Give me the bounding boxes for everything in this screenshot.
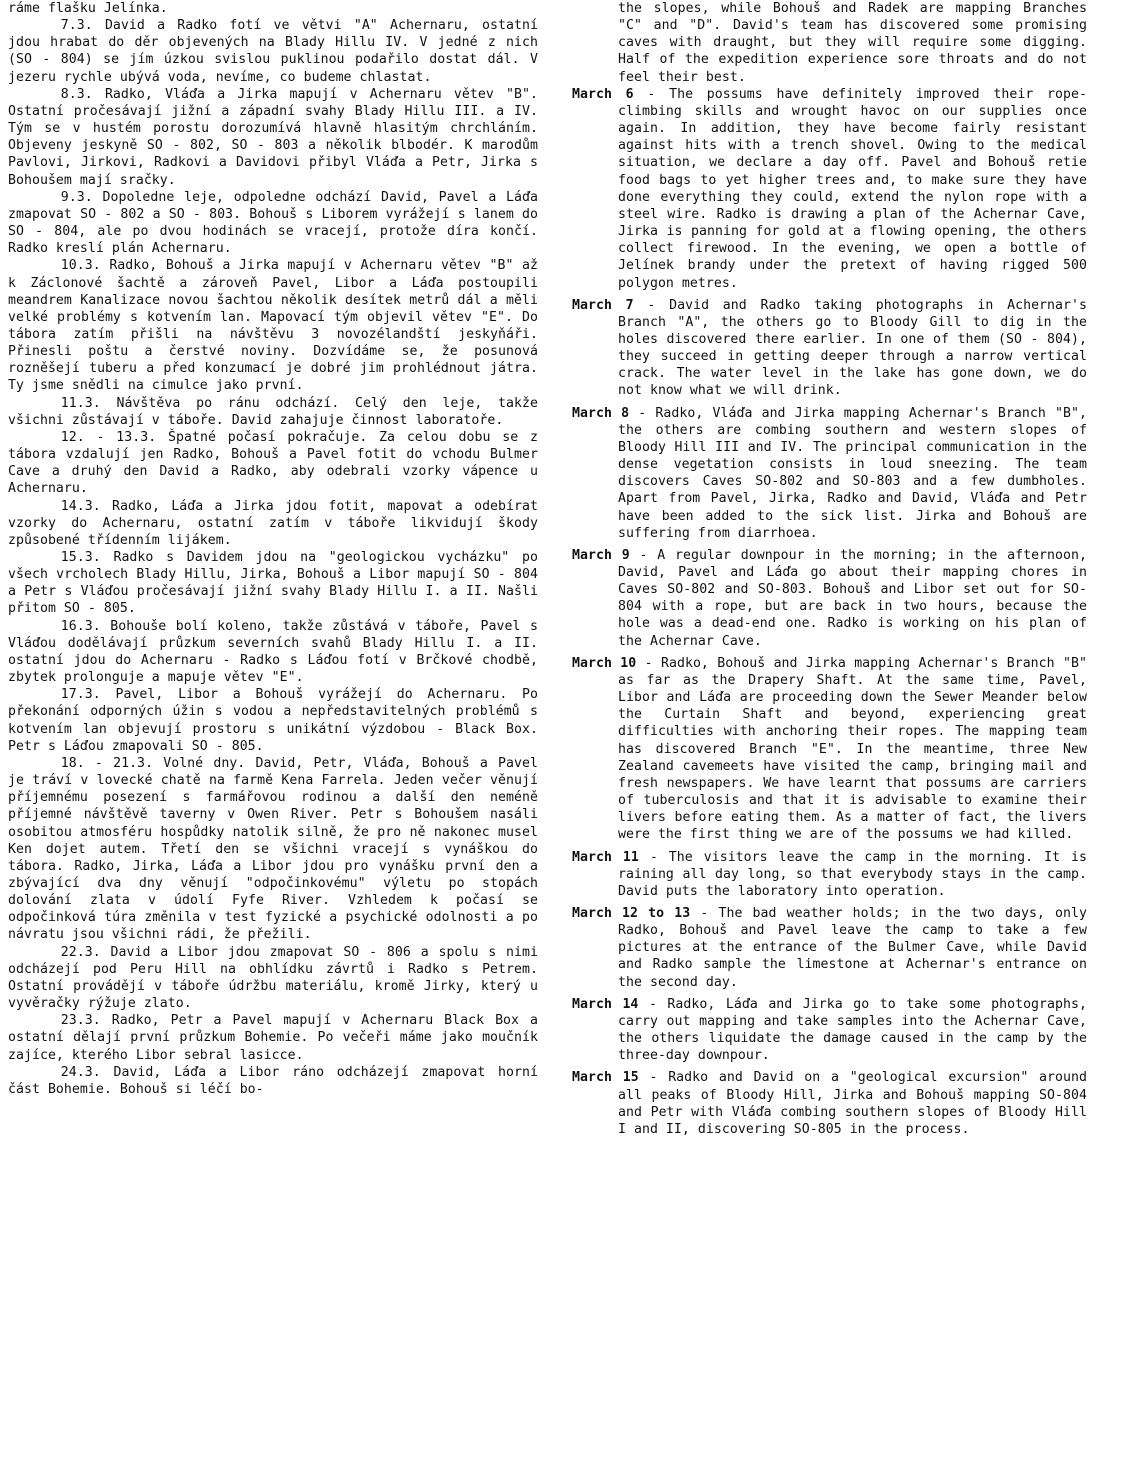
diary-paragraph: 17.3. Pavel, Libor a Bohouš vyrážejí do Achernaru. Po překonání odporných úžin s vodou a nepředstavitelných problémů s kotvením lan objevují prostoru s unikátní výzdobou - Black Box. Petr s Láďou zmapovali SO - 805. <box>8 687 538 754</box>
diary-paragraph: 7.3. David a Radko fotí ve větvi "A" Achernaru, ostatní jdou hrabat do děr objevených na Blady Hillu IV. V jedné z nich (SO - 804) se jím úzkou svislou puklinou podařilo dostat dál. V jezeru rychle ubývá voda, nevíme, co budeme chlastat. <box>8 18 538 85</box>
entry-date: March 12 to 13 <box>572 905 691 921</box>
entry-text: - Radko, Vláďa and Jirka mapping Achernar's Branch "B", the others are combing southern and western slopes of Bloody Hill III and IV. The principal communication in the dense vegetation consists in loud sneezing. The team discovers Caves SO-802 and SO-803 and a few dumbholes. Apart from Pavel, Jirka, Radko and David, Vláďa and Petr have been added to the sick list. Jirka and Bohouš are suffering from diarrhoea. <box>618 405 1087 541</box>
diary-paragraph: 22.3. David a Libor jdou zmapovat SO - 806 a spolu s nimi odcházejí pod Peru Hill na obhlídku závrtů i Radko s Petrem. Ostatní provádějí v táboře údržbu materiálu, kromě Jirky, který u vyvěračky rýžuje zlato. <box>8 944 538 1012</box>
entry-text: - Radko and David on a "geological excursion" around all peaks of Bloody Hill, Jirka and Bohouš mapping SO-804 and Petr with Vláďa combing southern slopes of Bloody Hill I and II, discovering SO-805 in the process. <box>618 1070 1087 1137</box>
entry-date: March 9 <box>572 547 630 563</box>
diary-paragraph: 18. - 21.3. Volné dny. David, Petr, Vláďa, Bohouš a Pavel je tráví v lovecké chatě na farmě Kena Farrela. Jeden večer věnují příjemnému posezení s farmářovou rodinou a další den neméně příjemné návštěvě taverny v Owen River. Petr s Bohoušem nasáli osobitou atmosféru hospůdky natolik silně, že pro ně nakonec musel Ken dojet autem. Třetí den se všichni vracejí s vynáškou do tábora. Radko, Jirka, Láďa a Libor jdou pro vynášku první den a zbývající dva dny věnují "odpočinkovému" výletu po stopách dolování zlata v údolí Fyfe River. Vzhledem k počasí se odpočinková túra změnila v test fyzické a psychické odolnosti a po návratu jsou všichni rádi, že přežili. <box>8 755 538 943</box>
entry-date: March 6 <box>572 86 634 102</box>
entry-text: - The visitors leave the camp in the morning. It is raining all day long, so that everybody stays in the camp. David puts the laboratory into operation. <box>618 849 1088 899</box>
entry-text: - Radko, Láďa and Jirka go to take some photographs, carry out mapping and take samples into the Achernar Cave, the others liquidate the damage caused in the camp by the three-day downpour. <box>618 996 1087 1064</box>
diary-paragraph: 16.3. Bohouše bolí koleno, takže zůstává v táboře, Pavel s Vláďou dodělávají průzkum severních svahů Blady Hillu I. a II. ostatní jdou do Achernaru - Radko s Láďou fotí v Brčkové chodbě, zbytek prolonguje a mapuje větev "E". <box>8 618 538 686</box>
diary-paragraph: 8.3. Radko, Vláďa a Jirka mapují v Achernaru větev "B". Ostatní pročesávají jižní a západní svahy Blady Hillu III. a IV. Tým se v hustém porostu dorozumívá hlavně hlasitým chrchláním. Objeveny jeskyně SO - 802, SO - 803 a několik blbodér. K marodům Pavlovi, Jirkovi, Radkovi a Davidovi přibyl Vláďa a Petr, Jirka s Bohoušem mají sračky. <box>8 86 538 188</box>
entry-date: March 10 <box>572 655 637 671</box>
entry-date: March 8 <box>572 405 630 421</box>
entry-date: March 15 <box>572 1070 639 1086</box>
entry-text: - David and Radko taking photographs in Achernar's Branch "A", the others go to Bloody Gill to dig in the holes discovered there earlier. In one of them (SO - 804), they succeed in getting deeper through a narrow vertical crack. The water level in the lake has gone down, we do not know what we will drink. <box>618 297 1087 399</box>
entry-date: March 14 <box>572 996 639 1012</box>
diary-paragraph: 23.3. Radko, Petr a Pavel mapují v Achernaru Black Box a ostatní dělají první průzkum Bohemie. Po večeři máme jako moučník zajíce, kterého Libor sebral lasicce. <box>8 1013 538 1063</box>
paragraph-continuation: the slopes, while Bohouš and Radek are mapping Branches "C" and "D". David's team has discovered some promising caves with draught, but they will require some digging. Half of the expedition experience sore throats and do not feel their best. <box>618 1 1087 85</box>
entry-text: - The bad weather holds; in the two days, only Radko, Bohouš and Pavel leave the camp to take a few pictures at the entrance of the Bulmer Cave, while David and Radko sample the limestone at Achernar's entrance on the second day. <box>618 905 1087 990</box>
entry-date: March 7 <box>572 297 634 313</box>
diary-paragraph: 24.3. David, Láďa a Libor ráno odcházejí zmapovat horní část Bohemie. Bohouš si léčí bo- <box>8 1064 538 1097</box>
diary-entry <box>572 655 1087 844</box>
diary-entry <box>572 905 1087 991</box>
diary-paragraph: 14.3. Radko, Láďa a Jirka jdou fotit, mapovat a odebírat vzorky do Achernaru, ostatní zatím v táboře likvidují škody způsobené třídenním lijákem. <box>8 498 538 548</box>
diary-paragraph: 15.3. Radko s Davidem jdou na "geologickou vycházku" po všech vrcholech Blady Hillu, Jirka, Bohouš a Libor mapují SO - 804 a Petr s Vláďou pročesávají jižní svahy Blady Hillu I. a II. Našli přitom SO - 805. <box>8 550 538 617</box>
diary-paragraph: 11.3. Návštěva po ránu odchází. Celý den leje, takže všichni zůstávají v táboře. David zahajuje činnost laboratoře. <box>8 395 538 428</box>
diary-paragraph: 9.3. Dopoledne leje, odpoledne odchází David, Pavel a Láďa zmapovat SO - 802 a SO - 803. Bohouš s Liborem vyrážejí s lanem do SO - 804, ale po dvou hodinách se vracejí, protože díra končí. Radko kreslí plán Achernaru. <box>8 189 538 257</box>
diary-entry <box>572 996 1087 1065</box>
diary-entry <box>572 547 1087 650</box>
czech-diary-column <box>8 0 538 1098</box>
entry-date: March 11 <box>572 849 639 865</box>
diary-entry <box>572 405 1087 542</box>
entry-text: - The possums have definitely improved their rope-climbing skills and wrought havoc on our supplies once again. In addition, they have become fairly resistant against hits with a trench shovel. Owing to the medical situation, we declare a day off. Pavel and Bohouš retie food bags to yet higher trees and, to make sure they have done everything they could, extend the nylon rope with a steel wire. Radko is drawing a plan of the Achernar Cave, Jirka is panning for gold at a flowing opening, the others collect firewood. In the evening, we open a bottle of Jelínek brandy under the pretext of having rigged 500 polygon metres. <box>618 86 1087 291</box>
diary-entry <box>572 849 1087 900</box>
paragraph-continuation: ráme flašku Jelínka. <box>8 1 168 16</box>
diary-entry <box>572 297 1087 400</box>
entry-text: - Radko, Bohouš and Jirka mapping Achernar's Branch "B" as far as the Drapery Shaft. At the same time, Pavel, Libor and Láďa are proceeding down the Sewer Meander below the Curtain Shaft and beyond, experiencing great difficulties with anchoring their ropes. The mapping team has discovered Branch "E". In the meantime, three New Zealand cavemeets have visited the camp, bringing mail and fresh newspapers. We have learnt that possums are carriers of tuberculosis and that it is advisable to examine their livers before eating them. As a matter of fact, the livers were the first thing we are of the possums we had killed. <box>618 655 1087 843</box>
entry-text: - A regular downpour in the morning; in the afternoon, David, Pavel and Láďa go about their mapping chores in Caves SO-802 and SO-803. Bohouš and Libor set out for SO-804 with a rope, but are back in two hours, because the hole was a dead-end one. Radko is working on his plan of the Achernar Cave. <box>618 547 1087 649</box>
diary-entry <box>572 1069 1087 1138</box>
diary-paragraph: 10.3. Radko, Bohouš a Jirka mapují v Achernaru větev "B" až k Záclonové šachtě a zároveň Pavel, Libor a Láďa postoupili meandrem Kanalizace novou šachtou několik desítek metrů dál a měli velké problémy s kotvením lan. Mapovací tým objevil větev "E". Do tábora zatím přišli na návštěvu 3 novozélandští jeskyňáři. Přinesli poštu a čerstvé noviny. Dozvídáme se, že posunová rozněšejí tuberu a před konzumací je dobré jim prohlédnout játra. Ty jsme snědli na cimulce jako první. <box>8 258 538 394</box>
diary-paragraph: 12. - 13.3. Špatné počasí pokračuje. Za celou dobu se z tábora vzdalují jen Radko, Bohouš a Pavel fotit do vchodu Bulmer Cave a druhý den David a Radko, aby odebrali vzorky vápence u Achernaru. <box>8 429 538 497</box>
diary-entry <box>572 86 1087 292</box>
english-diary-column <box>572 0 1087 1143</box>
